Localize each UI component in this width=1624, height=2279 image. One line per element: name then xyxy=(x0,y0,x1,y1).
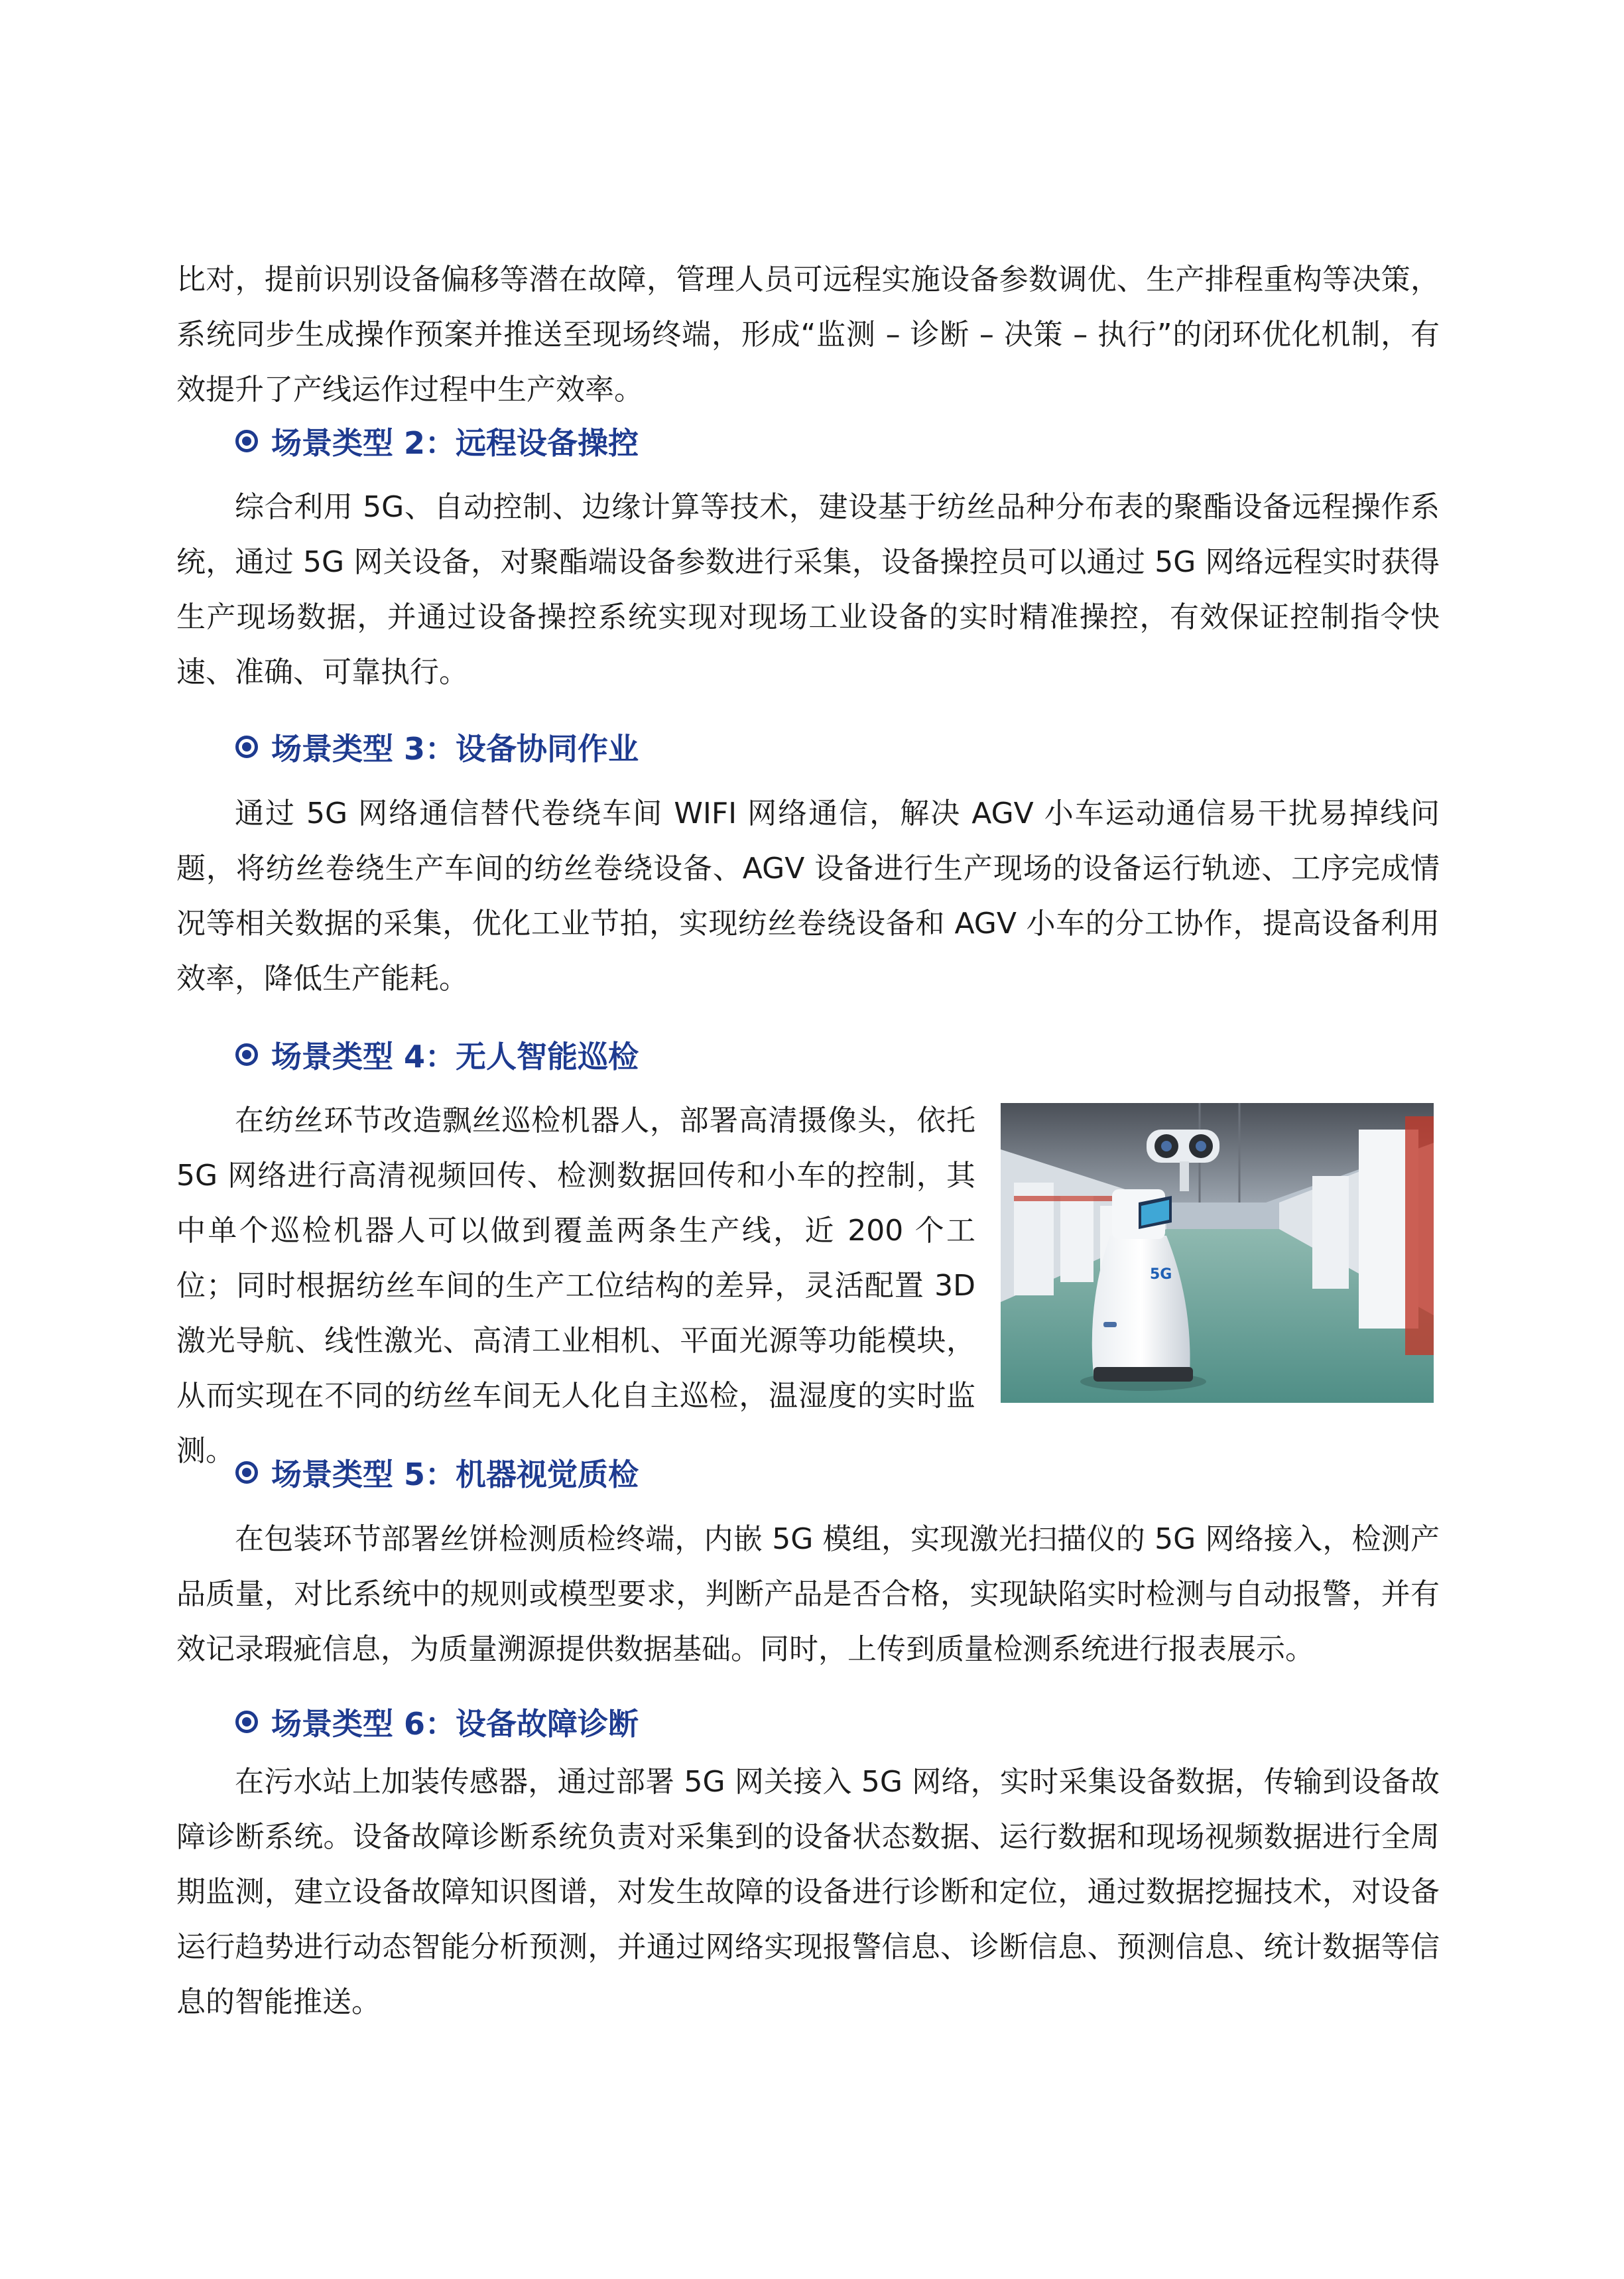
section-heading-6 xyxy=(235,1699,639,1745)
section-body-2 xyxy=(176,480,1440,700)
section-paragraph: 通过 5G 网络通信替代卷绕车间 WIFI 网络通信，解决 AGV 小车运动通信易干扰易掉线问题，将纺丝卷绕生产车间的纺丝卷绕设备、AGV 设备进行生产现场的设备运行轨迹、工序完成情况等相关数据的采集，优化工业节拍，实现纺丝卷绕设备和 AGV 小车的分工协作，提高设备利用效率，降低生产能耗。 xyxy=(176,797,1440,996)
section-heading-2 xyxy=(235,418,639,464)
target-bullet-icon xyxy=(235,1461,258,1484)
intro-paragraph: 比对，提前识别设备偏移等潜在故障，管理人员可远程实施设备参数调优、生产排程重构等决策，系统同步生成操作预案并推送至现场终端，形成“监测 – 诊断 – 决策 – 执行”的闭环优化机制，有效提升了产线运作过程中生产效率。 xyxy=(176,263,1440,407)
section-heading-text: 场景类型 3：设备协同作业 xyxy=(271,731,639,767)
section-heading-text: 场景类型 5：机器视觉质检 xyxy=(271,1457,639,1492)
target-bullet-icon xyxy=(235,736,258,758)
inspection-robot-photo xyxy=(1001,1103,1434,1403)
robot-5g-badge: 5G xyxy=(1150,1266,1172,1283)
target-bullet-icon xyxy=(235,430,258,452)
target-bullet-icon xyxy=(235,1711,258,1733)
section-heading-4 xyxy=(235,1031,639,1078)
target-bullet-icon xyxy=(235,1043,258,1066)
section-paragraph: 综合利用 5G、自动控制、边缘计算等技术，建设基于纺丝品种分布表的聚酯设备远程操作系统，通过 5G 网关设备，对聚酯端设备参数进行采集，设备操控员可以通过 5G 网络远程实时获得生产现场数据，并通过设备操控系统实现对现场工业设备的实时精准操控，有效保证控制指令快速、准确、可靠执行。 xyxy=(176,490,1440,689)
section-heading-text: 场景类型 2：远程设备操控 xyxy=(271,425,639,461)
section-heading-5 xyxy=(235,1449,639,1496)
section-heading-text: 场景类型 4：无人智能巡检 xyxy=(271,1039,639,1074)
section-body-5 xyxy=(176,1512,1440,1677)
section-body-6 xyxy=(176,1754,1440,2030)
intro-section xyxy=(176,252,1440,417)
section-paragraph: 在包装环节部署丝饼检测质检终端，内嵌 5G 模组，实现激光扫描仪的 5G 网络接入，检测产品质量，对比系统中的规则或模型要求，判断产品是否合格，实现缺陷实时检测与自动报警，并有效记录瑕疵信息，为质量溯源提供数据基础。同时，上传到质量检测系统进行报表展示。 xyxy=(176,1522,1440,1666)
section-body-3 xyxy=(176,786,1440,1006)
section-heading-3 xyxy=(235,724,639,770)
section-paragraph: 在纺丝环节改造飘丝巡检机器人，部署高清摄像头，依托 5G 网络进行高清视频回传、检测数据回传和小车的控制，其中单个巡检机器人可以做到覆盖两条生产线，近 200 个工位；同时根据纺丝车间的生产工位结构的差异，灵活配置 3D 激光导航、线性激光、高清工业相机、平面光源等功能模块，从而实现在不同的纺丝车间无人化自主巡检，温湿度的实时监测。 xyxy=(176,1104,975,1468)
section-body-4 xyxy=(176,1093,975,1478)
section-paragraph: 在污水站上加装传感器，通过部署 5G 网关接入 5G 网络，实时采集设备数据，传输到设备故障诊断系统。设备故障诊断系统负责对采集到的设备状态数据、运行数据和现场视频数据进行全周期监测，建立设备故障知识图谱，对发生故障的设备进行诊断和定位，通过数据挖掘技术，对设备运行趋势进行动态智能分析预测，并通过网络实现报警信息、诊断信息、预测信息、统计数据等信息的智能推送。 xyxy=(176,1765,1440,2019)
section-heading-text: 场景类型 6：设备故障诊断 xyxy=(271,1706,639,1742)
